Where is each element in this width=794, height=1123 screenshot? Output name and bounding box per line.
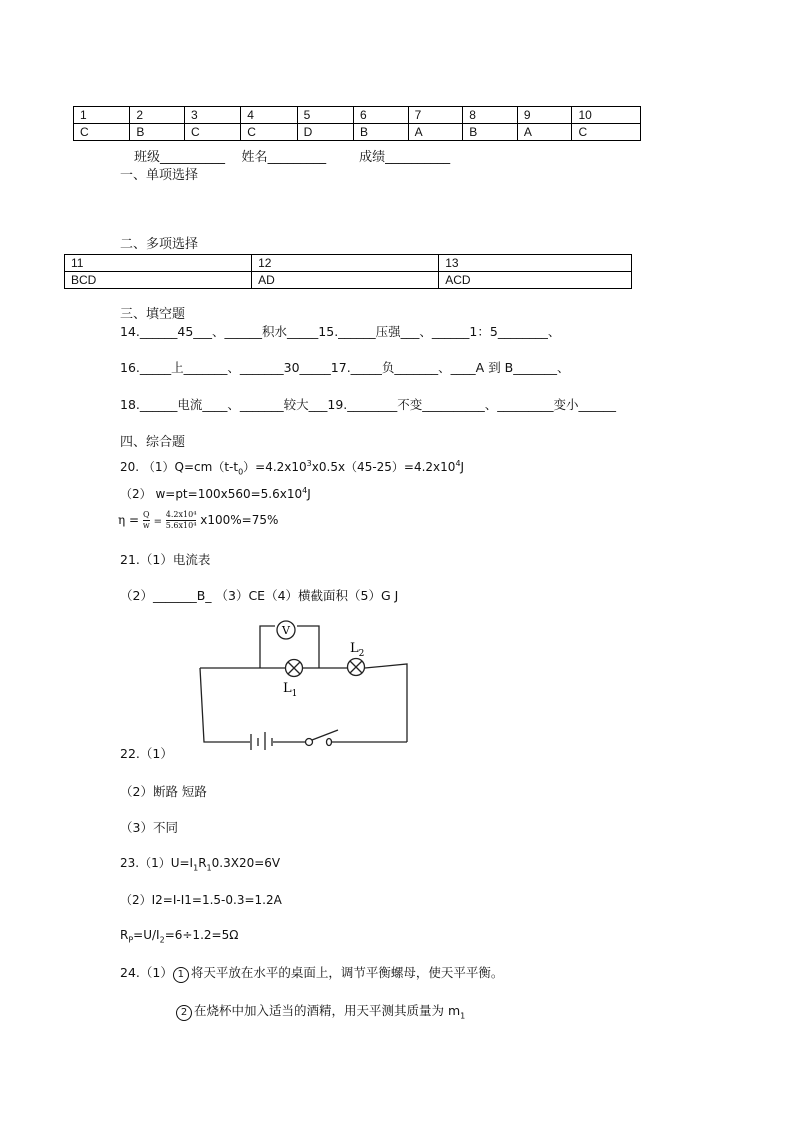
q21-line-2: （2）_______B_ （3）CE（4）横截面积（5）G J <box>120 588 399 603</box>
q23-line-1: $23.(1)U=I_1R_10.3X20=6V$ <box>120 856 281 873</box>
class-field[interactable]: __________ <box>160 150 226 165</box>
name-label: 姓名 <box>241 150 268 165</box>
q23-line-3: $R_P=U/I_2=6\div 1.2=5\Omega$ <box>120 928 239 945</box>
lamp-l2-label: $L_2$ <box>350 641 365 659</box>
table-cell: ACD <box>439 272 632 289</box>
table-cell: 10 <box>572 107 641 124</box>
table-cell: C <box>241 124 297 141</box>
class-label: 班级 <box>134 150 161 165</box>
q20-efficiency: η = $\frac{Q}{w}$ = $\frac{\text{4.2x10⁴}}{\text{5.6x10⁴}}$ x100%=75% <box>118 510 279 530</box>
table-cell: B <box>353 124 408 141</box>
q22-line-3: （3）不同 <box>120 820 178 835</box>
fraction-q-w: $\frac{Q}{w}$ <box>142 510 150 530</box>
table-cell: 5 <box>297 107 353 124</box>
table-cell: A <box>408 124 463 141</box>
table-cell: 6 <box>353 107 408 124</box>
q23-line-2: （2）I2=I-I1=1.5-0.3=1.2A <box>120 893 282 907</box>
score-field[interactable]: __________ <box>385 150 451 165</box>
table-row <box>65 272 632 289</box>
table-cell: AD <box>252 272 439 289</box>
table-row <box>74 107 641 124</box>
fill-line-18-19: 18.______电流____、_______较大___19.________不变__________、_________变小______ <box>120 397 617 412</box>
table-cell: 11 <box>65 255 252 272</box>
table-cell: 8 <box>463 107 518 124</box>
table-cell: 3 <box>184 107 240 124</box>
name-field[interactable]: _________ <box>267 150 327 165</box>
switch-icon <box>306 739 313 746</box>
wire <box>365 664 407 742</box>
fraction-values: $\frac{\text{4.2x10⁴}}{\text{5.6x10⁴}}$ <box>165 510 197 530</box>
table-cell: 1 <box>74 107 130 124</box>
table-cell: 9 <box>517 107 572 124</box>
battery-icon <box>251 732 272 750</box>
table-cell: 7 <box>408 107 463 124</box>
voltmeter-label: V <box>282 624 290 637</box>
table-cell: 4 <box>241 107 297 124</box>
answer-table-2 <box>64 254 632 289</box>
q22-line-2: （2）断路 短路 <box>120 784 207 799</box>
wire <box>200 668 250 742</box>
student-info-line <box>134 146 450 165</box>
table-cell: A <box>517 124 572 141</box>
table-cell: C <box>184 124 240 141</box>
q21-line-1: 21.（1）电流表 <box>120 552 211 567</box>
wire <box>260 626 275 668</box>
table-row <box>74 124 641 141</box>
fill-line-14-15: 14.______45___、______积水_____15.______压强___、______1：5________、 <box>120 324 561 339</box>
table-row <box>65 255 632 272</box>
circuit-diagram <box>195 620 415 750</box>
table-cell: C <box>74 124 130 141</box>
table-cell: B <box>130 124 185 141</box>
q20-line-2: （2） $w=pt=100x560=5.6x10^4J$ <box>120 486 311 501</box>
q20-line-1: 20. $(1)Q=cm(t-t_0)=4.2x10^3x0.5x(45-25)=4.2x10^4J$ <box>120 459 465 477</box>
section-heading-comprehensive: 四、综合题 <box>120 435 186 450</box>
table-cell: BCD <box>65 272 252 289</box>
circled-number-1: 1 <box>173 967 189 983</box>
q22-line-1: 22.（1） <box>120 746 173 761</box>
table-cell: 2 <box>130 107 185 124</box>
fill-line-16-17: 16._____上_______、_______30_____17._____负_______、____A 到 B_______、 <box>120 360 570 375</box>
answer-table-1 <box>73 106 641 141</box>
section-heading-multi-choice: 二、多项选择 <box>120 237 199 252</box>
table-cell: 12 <box>252 255 439 272</box>
table-cell: C <box>572 124 641 141</box>
section-heading-single-choice: 一、单项选择 <box>120 168 199 183</box>
q24-line-2: 2 在烧杯中加入适当的酒精，用天平测其质量为 $m_1$ <box>176 1001 465 1021</box>
score-label: 成绩 <box>359 150 386 165</box>
table-cell: B <box>463 124 518 141</box>
table-cell: 13 <box>439 255 632 272</box>
q24-line-1: 24.（1） 1 将天平放在水平的桌面上，调节平衡螺母，使天平平衡。 <box>120 963 503 983</box>
circled-number-2: 2 <box>176 1005 192 1021</box>
table-cell: D <box>297 124 353 141</box>
section-heading-fill-blank: 三、填空题 <box>120 307 186 322</box>
lamp-l1-label: $L_1$ <box>283 681 298 699</box>
